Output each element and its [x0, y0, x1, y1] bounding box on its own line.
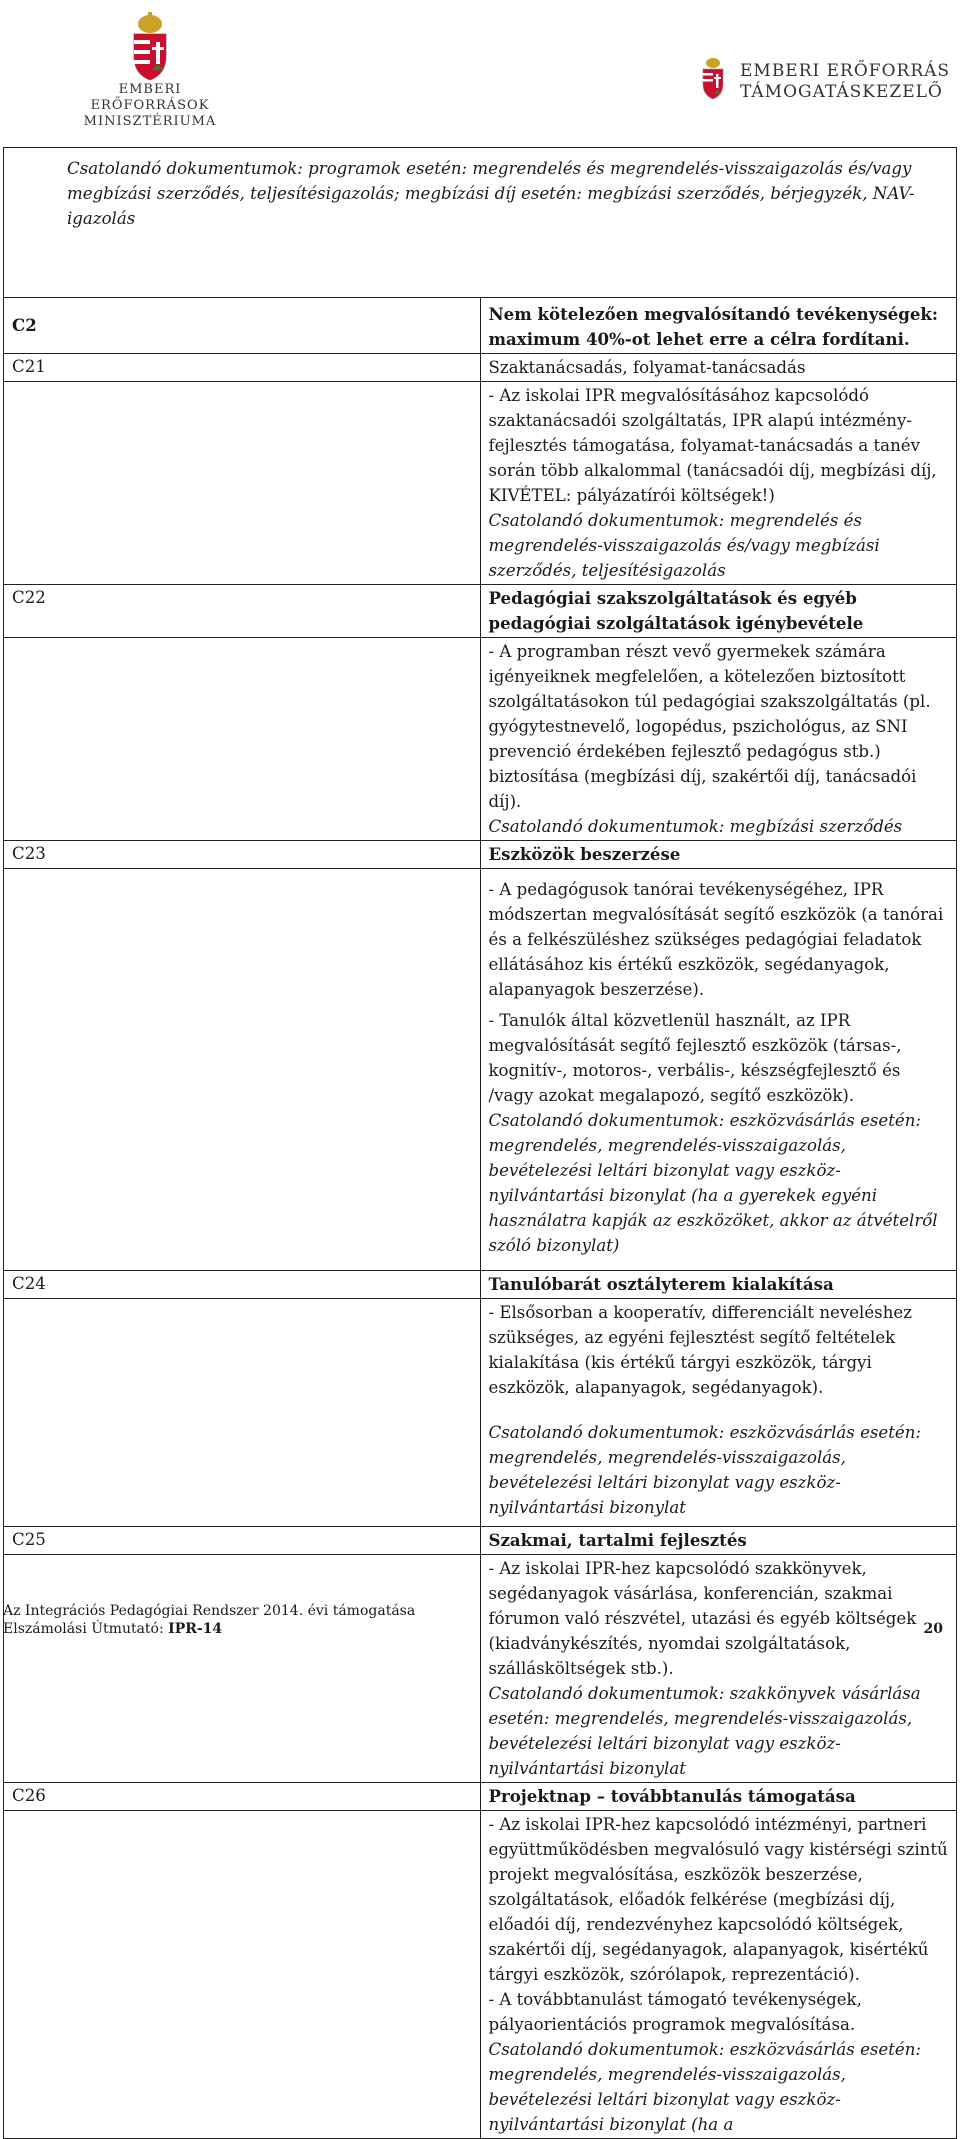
table-row: [4, 382, 957, 585]
ministry-logo: [70, 12, 230, 130]
row-title-c26: Projektnap – továbbtanulás támogatása: [480, 1783, 957, 1811]
c26-item1: - Az iskolai IPR-hez kapcsolódó intézményi, partneri együttműködésben megvalósuló vagy kistérségi szintű projekt megvalósítása, eszközök beszerzése, szolgáltatások, előadók felkérése (megbízási díj, előadói díj, rendezvényhez kapcsolódó költségek, szakértői díj, segédanyagok, alapanyagok, kisértékű tárgyi eszközök, szórólapok, reprezentáció).: [488, 1815, 948, 1984]
c23-item1: - A pedagógusok tanórai tevékenységéhez, IPR módszertan megvalósítását segítő eszközök (a tanórai és a felkészüléshez szükséges pedagógiai feladatok ellátásához kis értékű eszközök, segédanyagok, alapanyagok beszerzése).: [488, 880, 944, 999]
row-code-c24: C24: [4, 1271, 481, 1299]
row-title-c24: Tanulóbarát osztályterem kialakítása: [480, 1271, 957, 1299]
c26-attachments: Csatolandó dokumentumok: eszközvásárlás esetén: megrendelés, megrendelés-visszaigazolás, bevételezési leltári bizonylat vagy eszköz-nyilvántartási bizonylat (ha a: [488, 2040, 922, 2134]
row-title-c21: Szaktanácsadás, folyamat-tanácsadás: [480, 354, 957, 382]
table-row: [4, 1783, 957, 1811]
row-code-c21: C21: [4, 354, 481, 382]
table-row: [4, 1527, 957, 1555]
c25-attachments: Csatolandó dokumentumok: szakkönyvek vásárlása esetén: megrendelés, megrendelés-visszaigazolás, bevételezési leltári bizonylat vagy eszköz-nyilvántartási bizonylat: [488, 1684, 921, 1778]
row-body-c26: [480, 1811, 957, 2139]
c21-attachments: Csatolandó dokumentumok: megrendelés és megrendelés-visszaigazolás és/vagy megbízási szerződés, teljesítésigazolás: [488, 511, 880, 580]
table-row: [4, 869, 957, 1271]
row-body-c25: [480, 1555, 957, 1783]
hungarian-crest-small-icon: [700, 56, 726, 100]
page-header: [0, 0, 960, 140]
empty-code-cell: [4, 869, 481, 1271]
page-number: 20: [923, 1621, 943, 1637]
c24-attachments: Csatolandó dokumentumok: eszközvásárlás esetén: megrendelés, megrendelés-visszaigazolás, bevételezési leltári bizonylat vagy eszköz-nyilvántartási bizonylat: [488, 1423, 922, 1517]
row-title-c23: Eszközök beszerzése: [480, 841, 957, 869]
hungarian-crest-icon: [128, 12, 172, 82]
table-row: [4, 298, 957, 354]
row-body-c24: [480, 1299, 957, 1527]
row-code-c25: C25: [4, 1527, 481, 1555]
page-footer: [3, 1602, 957, 1638]
table-row: [4, 354, 957, 382]
table-row: [4, 1271, 957, 1299]
c23-item2: - Tanulók által közvetlenül használt, az IPR megvalósítását segítő fejlesztő eszközök (társas-, kognitív-, motoros-, verbális-, készségfejlesztő és /vagy azokat megalapozó, segítő eszközök).: [488, 1011, 902, 1105]
right-logo-line2: TÁMOGATÁSKEZELŐ: [740, 82, 943, 102]
c24-item1: - Elsősorban a kooperatív, differenciált neveléshez szükséges, az egyéni fejlesztést segítő feltételek kialakítása (kis értékű tárgyi eszközök, tárgyi eszközök, alapanyagok, segédanyagok).: [488, 1303, 912, 1397]
empty-code-cell: [4, 638, 481, 841]
row-title-c22: Pedagógiai szakszolgáltatások és egyéb pedagógiai szolgáltatások igénybevétele: [480, 585, 957, 638]
row-body-c23: [480, 869, 957, 1271]
c23-attachments: Csatolandó dokumentumok: eszközvásárlás esetén: megrendelés, megrendelés-visszaigazolás, bevételezési leltári bizonylat vagy eszköz-nyilvántartási bizonylat (ha a gyerekek egyéni használatra kapják az eszközöket, akkor az átvételről szóló bizonylat): [488, 1111, 938, 1255]
empty-code-cell: [4, 1299, 481, 1527]
c25-item1: - Az iskolai IPR-hez kapcsolódó szakkönyvek, segédanyagok vásárlása, konferencián, szakmai fórumon való részvétel, utazási és egyéb költségek (kiadványkészítés, nyomdai szolgáltatások, szállásköltségek stb.).: [488, 1559, 917, 1678]
c22-item1: - A programban részt vevő gyermekek számára igényeiknek megfelelően, a kötelezően biztosított szolgáltatásokon túl pedagógiai szakszolgáltatás (pl. gyógytestnevelő, logopédus, pszichológus, az SNI prevenció érdekében fejlesztő pedagógus stb.) biztosítása (megbízási díj, szakértői díj, tanácsadói díj).: [488, 642, 931, 811]
empty-code-cell: [4, 1555, 481, 1783]
empty-code-cell: [4, 1811, 481, 2139]
table-row: [4, 841, 957, 869]
row-title-c25: Szakmai, tartalmi fejlesztés: [480, 1527, 957, 1555]
table-row: [4, 1299, 957, 1527]
row-code-c2: C2: [4, 298, 481, 354]
c21-item1: - Az iskolai IPR megvalósításához kapcsolódó szaktanácsadói szolgáltatás, IPR alapú intézmény-fejlesztés támogatása, folyamat-tanácsadás a tanév során több alkalommal (tanácsadói díj, megbízási díj, KIVÉTEL: pályázatírói költségek!): [488, 386, 937, 505]
table-row: [4, 148, 957, 298]
empty-code-cell: [4, 382, 481, 585]
footer-document-code: IPR-14: [168, 1621, 223, 1637]
footer-line1: Az Integrációs Pedagógiai Rendszer 2014. évi támogatása: [3, 1603, 416, 1619]
table-row: [4, 585, 957, 638]
row-body-c22: [480, 638, 957, 841]
footer-line2-prefix: Elszámolási Útmutató:: [3, 1621, 169, 1637]
row-code-c22: C22: [4, 585, 481, 638]
left-logo-line2: MINISZTÉRIUMA: [83, 114, 217, 129]
row-title-c2: Nem kötelezően megvalósítandó tevékenységek: maximum 40%-ot lehet erre a célra fordítani.: [480, 298, 957, 354]
row-body-c21: [480, 382, 957, 585]
c22-attachments: Csatolandó dokumentumok: megbízási szerződés: [488, 817, 903, 836]
c26-item2: - A továbbtanulást támogató tevékenységek, pályaorientációs programok megvalósítása.: [488, 1990, 862, 2034]
intro-attachments: Csatolandó dokumentumok: programok esetén: megrendelés és megrendelés-visszaigazolás és/vagy megbízási szerződés, teljesítésigazolás; megbízási díj esetén: megbízási szerződés, bérjegyzék, NAV-igazolás: [67, 159, 915, 228]
intro-cell: [4, 148, 957, 298]
row-code-c23: C23: [4, 841, 481, 869]
right-logo-line1: EMBERI ERŐFORRÁS: [740, 61, 951, 81]
row-code-c26: C26: [4, 1783, 481, 1811]
left-logo-line1: EMBERI ERŐFORRÁSOK: [90, 82, 210, 113]
activities-table: [3, 147, 957, 2139]
table-row: [4, 1555, 957, 1783]
table-row: [4, 1811, 957, 2139]
table-row: [4, 638, 957, 841]
